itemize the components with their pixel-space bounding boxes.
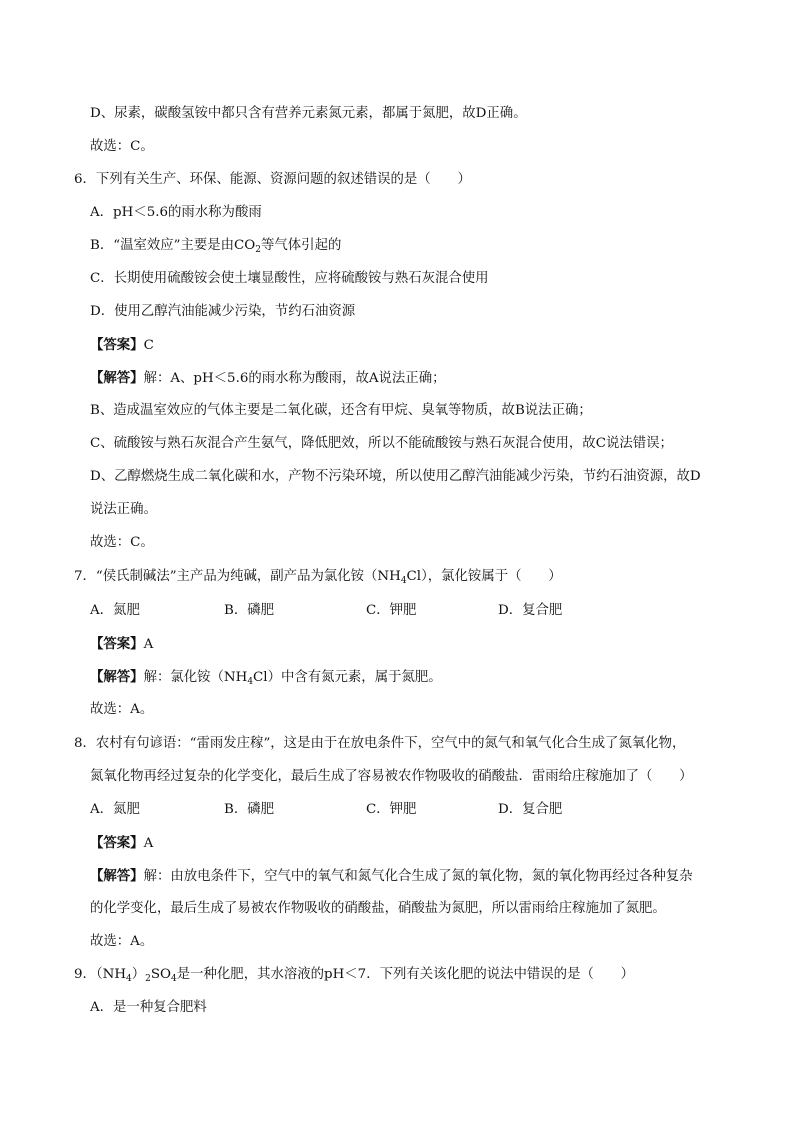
q7-option-c: C．钾肥 (366, 603, 417, 618)
q7-answer: 【答案】A (90, 636, 154, 652)
q8-option-c: C．钾肥 (366, 802, 417, 817)
q5-option-d-explain: D、尿素，碳酸氢铵中都只含有营养元素氮元素，都属于氮肥，故D正确。 (90, 106, 527, 121)
q6-option-d: D．使用乙醇汽油能减少污染，节约石油资源 (90, 304, 356, 319)
q6-explain-1: 【解答】解：A、pH＜5.6的雨水称为酸雨，故A说法正确； (90, 370, 446, 386)
q6-explain-3: C、硫酸铵与熟石灰混合产生氨气，降低肥效，所以不能硫酸铵与熟石灰混合使用，故C说法错误； (90, 436, 673, 451)
q6-option-c: C．长期使用硫酸铵会使土壤显酸性，应将硫酸铵与熟石灰混合使用 (90, 271, 489, 286)
q6-explain-5: 说法正确。 (90, 502, 157, 517)
q8-stem-2: 氮氧化物再经过复杂的化学变化，最后生成了容易被农作物吸收的硝酸盐．雷雨给庄稼施加了（ ） (90, 769, 693, 784)
q7-stem: 7．“侯氏制碱法”主产品为纯碱，副产品为氯化铵$(NH_4Cl)$，氯化铵属于（ ） (74, 569, 562, 586)
q5-choose: 故选：C。 (90, 139, 154, 154)
q9-option-a: A．是一种复合肥料 (90, 1000, 207, 1015)
q6-explain-2: B、造成温室效应的气体主要是二氧化碳，还含有甲烷、臭氧等物质，故B说法正确； (90, 403, 592, 418)
q8-explain-1: 【解答】解：由放电条件下，空气中的氧气和氮气化合生成了氮的氧化物，氮的氧化物再经过各种复杂 (90, 868, 693, 884)
q8-answer: 【答案】A (90, 835, 154, 851)
q8-option-d: D．复合肥 (498, 802, 563, 817)
q6-option-a: A．pH＜5.6的雨水称为酸雨 (90, 205, 262, 220)
q6-explain-4: D、乙醇燃烧生成二氧化碳和水，产物不污染环境，所以使用乙醇汽油能减少污染，节约石油资源，故D (90, 469, 701, 484)
q7-explain: 【解答】解：氯化铵$(NH_4Cl)$中含有氮元素，属于氮肥。 (90, 669, 442, 687)
q7-option-b: B．磷肥 (224, 603, 275, 618)
q8-choose: 故选：A。 (90, 934, 154, 949)
q7-option-d: D．复合肥 (498, 603, 563, 618)
q7-option-a: A．氮肥 (90, 603, 140, 618)
q9-stem: 9．$(NH_4)_2SO_4$是一种化肥，其水溶液的pH＜7．下列有关该化肥的说法中错误的是（ ） (74, 967, 635, 984)
q8-explain-2: 的化学变化，最后生成了易被农作物吸收的硝酸盐，硝酸盐为氮肥，所以雷雨给庄稼施加了氮肥。 (90, 901, 666, 916)
q6-answer: 【答案】C (90, 337, 154, 353)
q6-stem: 6．下列有关生产、环保、能源、资源问题的叙述错误的是（ ） (74, 172, 471, 187)
q8-stem-1: 8．农村有句谚语：“雷雨发庄稼”，这是由于在放电条件下，空气中的氮气和氧气化合生成了氮氧化物， (74, 736, 686, 751)
q7-choose: 故选：A。 (90, 702, 154, 717)
q8-option-a: A．氮肥 (90, 802, 140, 817)
q6-choose: 故选：C。 (90, 535, 154, 550)
q6-option-b: B．“温室效应”主要是由$CO_2$等气体引起的 (90, 238, 342, 255)
q8-option-b: B．磷肥 (224, 802, 275, 817)
